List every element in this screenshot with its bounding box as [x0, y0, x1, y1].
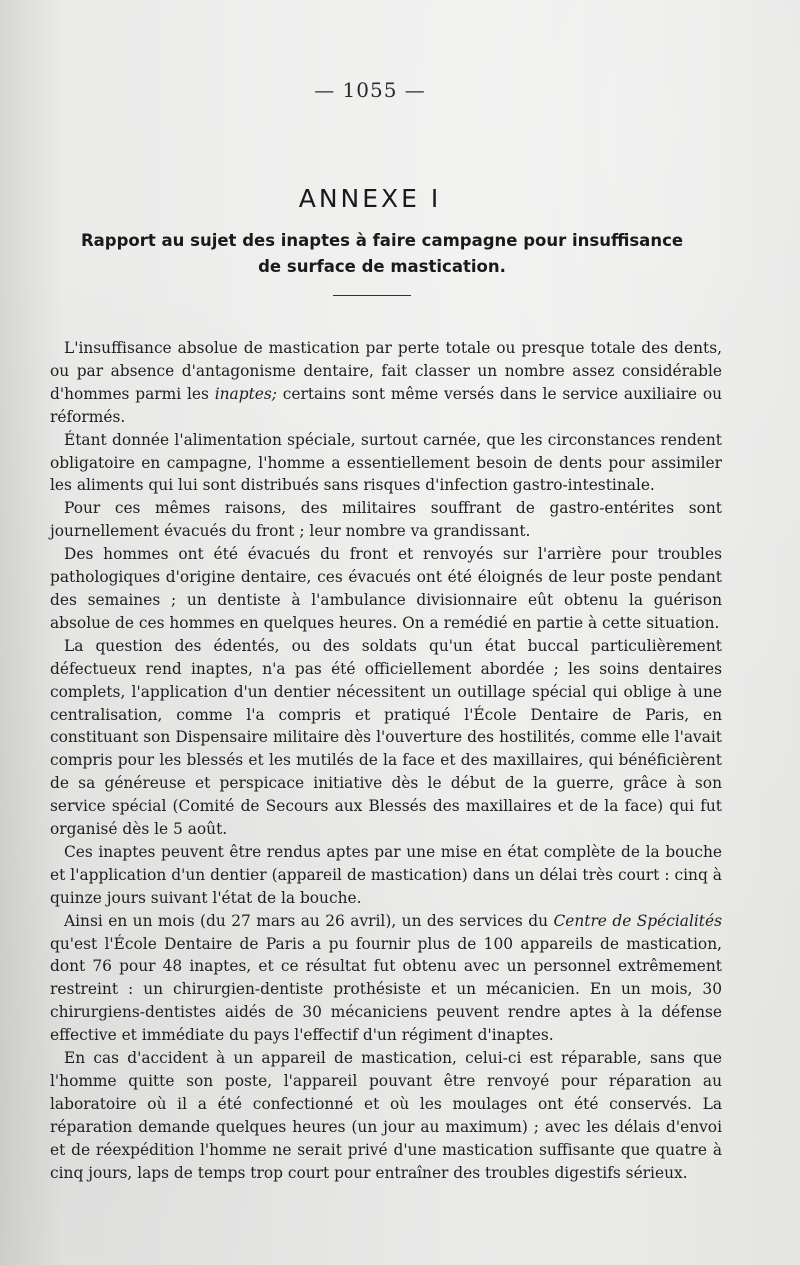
paragraph-7: Ainsi en un mois (du 27 mars au 26 avril), un des services du Centre de Spécialités qu'est l'École Dentaire de Paris a pu fournir plus de 100 appareils de mastication, dont 76 pour 48 inaptes, et ce résultat fut obtenu avec un personnel extrêmement restreint : un chirurgien-dentiste prothésiste et un mécanicien. En un mois, 30 chirurgiens-dentistes aidés de 30 mécaniciens peuvent rendre aptes à la défense effective et immédiate du pays l'effectif d'un régiment d'inaptes. — [50, 911, 723, 1045]
annex-title: ANNEXE I — [298, 184, 442, 213]
paragraph-8: En cas d'accident à un appareil de mastication, celui-ci est réparable, sans que l'homme quitte son poste, l'appareil pouvant être renvoyé pour réparation au laboratoire où il a été confectionné et où les moulages ont été conservés. La réparation demande quelques heures (un jour au maximum) ; avec les délais d'envoi et de réexpédition l'homme ne serait privé d'une mastication suffisante que quatre à cinq jours, laps de temps trop court pour entraîner des troubles digestifs sérieux. — [50, 1049, 722, 1182]
paragraph-6: Ces inaptes peuvent être rendus aptes par une mise en état complète de la bouche et l'application d'un dentier (appareil de mastication) dans un délai très court : cinq à quinze jours suivant l'état de la bouche. — [50, 842, 722, 907]
paragraph-5: La question des édentés, ou des soldats qu'un état buccal particulièrement défectueux rend inaptes, n'a pas été officiellement abordée ; les soins dentaires complets, l'application d'un dentier nécessitent un outillage spécial qui oblige à une centralisation, comme l'a compris et pratiqué l'École Dentaire de Paris, en constituant son Dispensaire militaire dès l'ouverture des hostilités, comme elle l'avait compris pour les blessés et les mutilés de la face et des maxillaires, qui bénéficièrent de sa généreuse et perspicace initiative dès le début de la guerre, grâce à son service spécial (Comité de Secours aux Blessés des maxillaires et de la face) qui fut organisé dès le 5 août. — [50, 636, 722, 839]
report-title-line-2: de surface de mastication. — [258, 257, 506, 276]
body-text — [50, 337, 722, 1185]
paragraph-4: Des hommes ont été évacués du front et renvoyés sur l'arrière pour troubles pathologiques d'origine dentaire, ces évacués ont été éloignés de leur poste pendant des semaines ; un dentiste à l'ambulance divisionnaire eût obtenu la guérison absolue de ces hommes en quelques heures. On a remédié en partie à cette situation. — [50, 545, 722, 632]
report-title — [48, 228, 716, 280]
emphasis-centre-de-specialites: Centre de Spécialités — [553, 911, 723, 930]
paragraph-1: L'insuffisance absolue de mastication par perte totale ou presque totale des dents, ou par absence d'antagonisme dentaire, fait classer un nombre assez considérable d'hommes parmi les inaptes; certains sont même versés dans le service auxiliaire ou réformés. — [50, 339, 722, 426]
title-divider — [333, 295, 411, 296]
page-number: — 1055 — — [314, 78, 426, 102]
paragraph-2: Étant donnée l'alimentation spéciale, surtout carnée, que les circonstances rendent obligatoire en campagne, l'homme a essentiellement besoin de dents pour assimiler les aliments qui lui sont distribués sans risques d'infection gastro-intestinale. — [50, 430, 722, 495]
emphasis-inaptes: inaptes; — [214, 384, 277, 403]
report-title-line-1: Rapport au sujet des inaptes à faire campagne pour insuffisance — [80, 231, 684, 250]
paragraph-3: Pour ces mêmes raisons, des militaires souffrant de gastro-entérites sont journellement évacués du front ; leur nombre va grandissant. — [50, 499, 722, 541]
